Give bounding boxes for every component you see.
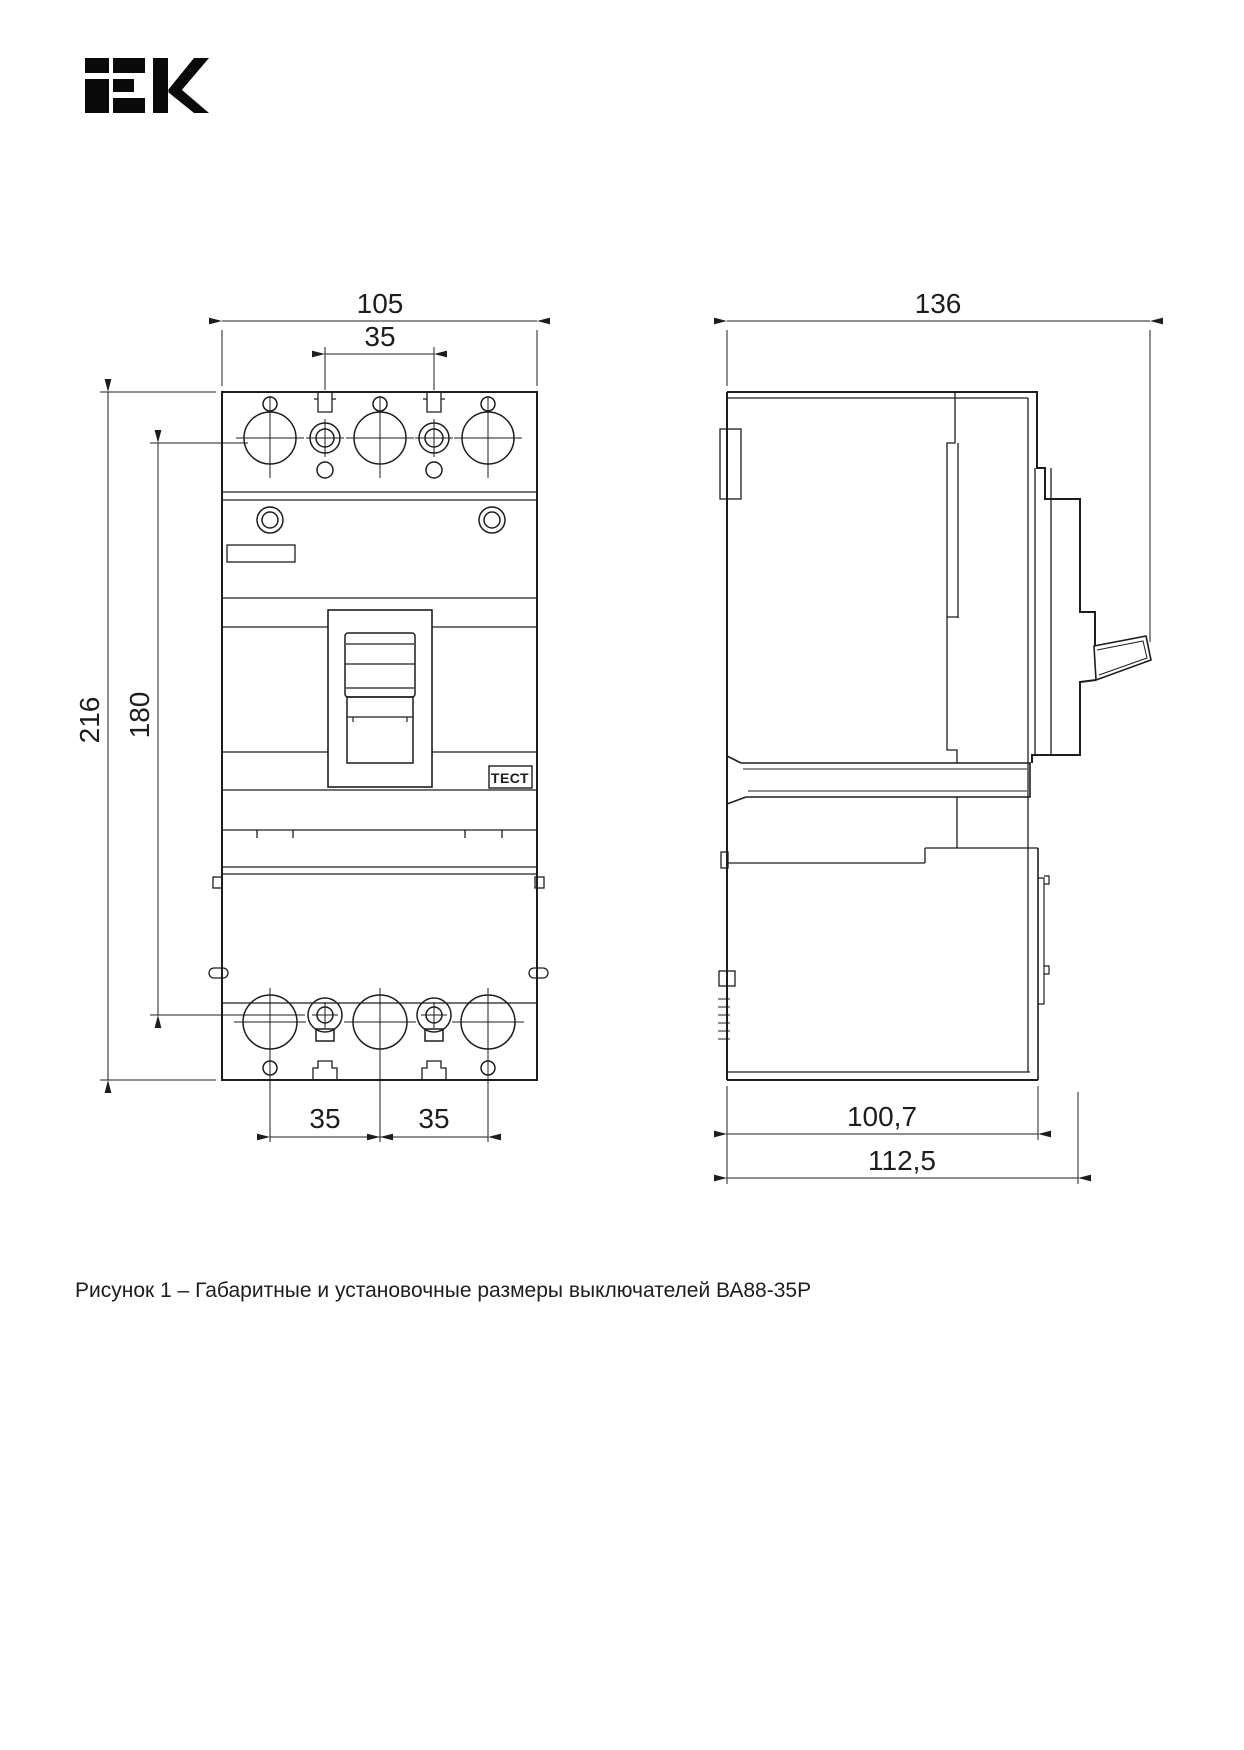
side-view-dimensions — [727, 288, 1150, 1184]
iek-logo — [85, 58, 209, 113]
logo-e-bottom — [113, 98, 145, 113]
front-face-screws — [257, 507, 505, 533]
front-view-dimensions — [74, 288, 537, 1137]
front-side-ears — [209, 877, 548, 978]
side-inner-lines — [718, 392, 1051, 1080]
dim-front-height-text: 216 — [74, 696, 105, 744]
test-label-text: ТЕСТ — [490, 770, 530, 786]
front-case-seams — [222, 492, 537, 1003]
dim-front-pitch-bottom — [270, 1103, 488, 1137]
dim-front-width-text: 105 — [356, 288, 404, 319]
dim-side-depth-total-text: 112,5 — [868, 1145, 936, 1176]
dim-side-depth-body-text: 100,7 — [846, 1101, 918, 1132]
side-view — [718, 392, 1151, 1080]
figure-caption: Рисунок 1 – Габаритные и установочные размеры выключателей ВА88-35Р — [75, 1279, 812, 1302]
front-top-terminals — [236, 396, 522, 478]
logo-k-stem — [153, 58, 168, 113]
dim-front-mount-spacing-text: 180 — [124, 691, 155, 739]
test-label — [489, 766, 532, 788]
logo-e-mid — [113, 79, 134, 92]
side-outer-profile — [727, 392, 1151, 1080]
handle-recess-frame — [328, 610, 432, 787]
front-handle — [328, 610, 432, 787]
front-nameplate — [227, 545, 295, 562]
logo-k-lower-arm — [168, 84, 209, 113]
dim-front-mount-spacing — [124, 443, 305, 1015]
handle-toggle-lower — [347, 697, 413, 763]
front-view — [209, 392, 548, 1142]
front-bottom-terminals — [234, 988, 524, 1142]
logo-e-top — [113, 58, 145, 73]
dim-front-pitch-bottom-left-text: 35 — [309, 1103, 341, 1134]
logo-i-dot — [85, 58, 109, 73]
dim-front-pitch-bottom-right-text: 35 — [418, 1103, 450, 1134]
dim-front-pitch-top-text: 35 — [364, 321, 396, 352]
logo-i-stem — [85, 79, 109, 113]
dim-side-depth-text: 136 — [914, 288, 962, 319]
dim-front-pitch-top — [325, 321, 434, 390]
dim-side-depth — [727, 288, 1150, 642]
front-case-outline — [222, 392, 537, 1080]
front-vent-slits — [257, 830, 502, 838]
